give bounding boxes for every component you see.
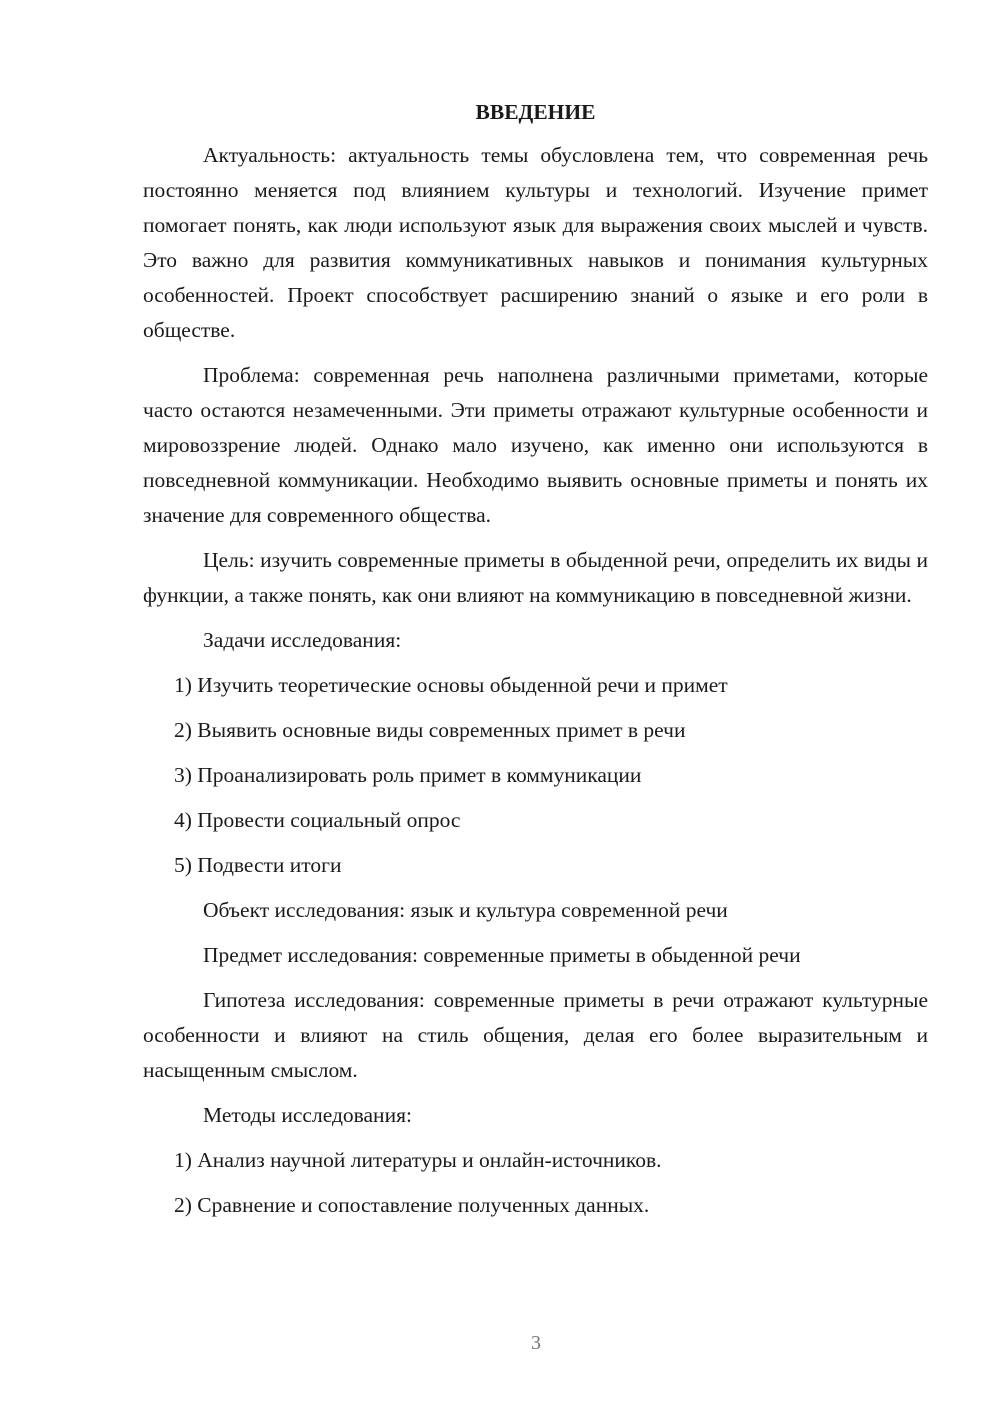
list-item: 1) Анализ научной литературы и онлайн-источников.: [174, 1148, 662, 1172]
list-item: 4) Провести социальный опрос: [174, 808, 461, 832]
problem-paragraph: Проблема: современная речь наполнена различными приметами, которые часто остаются незамеченными. Эти приметы отражают культурные особенности и мировоззрение людей. Однако мало изучено, как именно они используются в повседневной коммуникации. Необходимо выявить основные приметы и понять их значение для современного общества.: [143, 363, 928, 527]
subject-line: Предмет исследования: современные приметы в обыденной речи: [203, 943, 801, 967]
object-line: Объект исследования: язык и культура современной речи: [203, 898, 728, 922]
goal-paragraph: Цель: изучить современные приметы в обыденной речи, определить их виды и функции, а также понять, как они влияют на коммуникацию в повседневной жизни.: [143, 548, 928, 607]
tasks-list: [143, 668, 928, 883]
list-item: 3) Проанализировать роль примет в коммуникации: [174, 763, 642, 787]
page-number: 3: [531, 1332, 541, 1354]
tasks-title: Задачи исследования:: [203, 628, 402, 652]
list-item: 1) Изучить теоретические основы обыденной речи и примет: [174, 673, 728, 697]
list-item: 2) Выявить основные виды современных примет в речи: [174, 718, 686, 742]
list-item: 2) Сравнение и сопоставление полученных данных.: [174, 1193, 650, 1217]
section-heading: ВВЕДЕНИЕ: [475, 100, 596, 124]
methods-title: Методы исследования:: [203, 1103, 412, 1127]
relevance-paragraph: Актуальность: актуальность темы обусловлена тем, что современная речь постоянно меняется под влиянием культуры и технологий. Изучение примет помогает понять, как люди используют язык для выражения своих мыслей и чувств. Это важно для развития коммуникативных навыков и понимания культурных особенностей. Проект способствует расширению знаний о языке и его роли в обществе.: [143, 143, 928, 342]
list-item: 5) Подвести итоги: [174, 853, 342, 877]
methods-list: [143, 1143, 928, 1223]
hypothesis-paragraph: Гипотеза исследования: современные приметы в речи отражают культурные особенности и влияют на стиль общения, делая его более выразительным и насыщенным смыслом.: [143, 988, 928, 1082]
document-page: [143, 96, 928, 1233]
